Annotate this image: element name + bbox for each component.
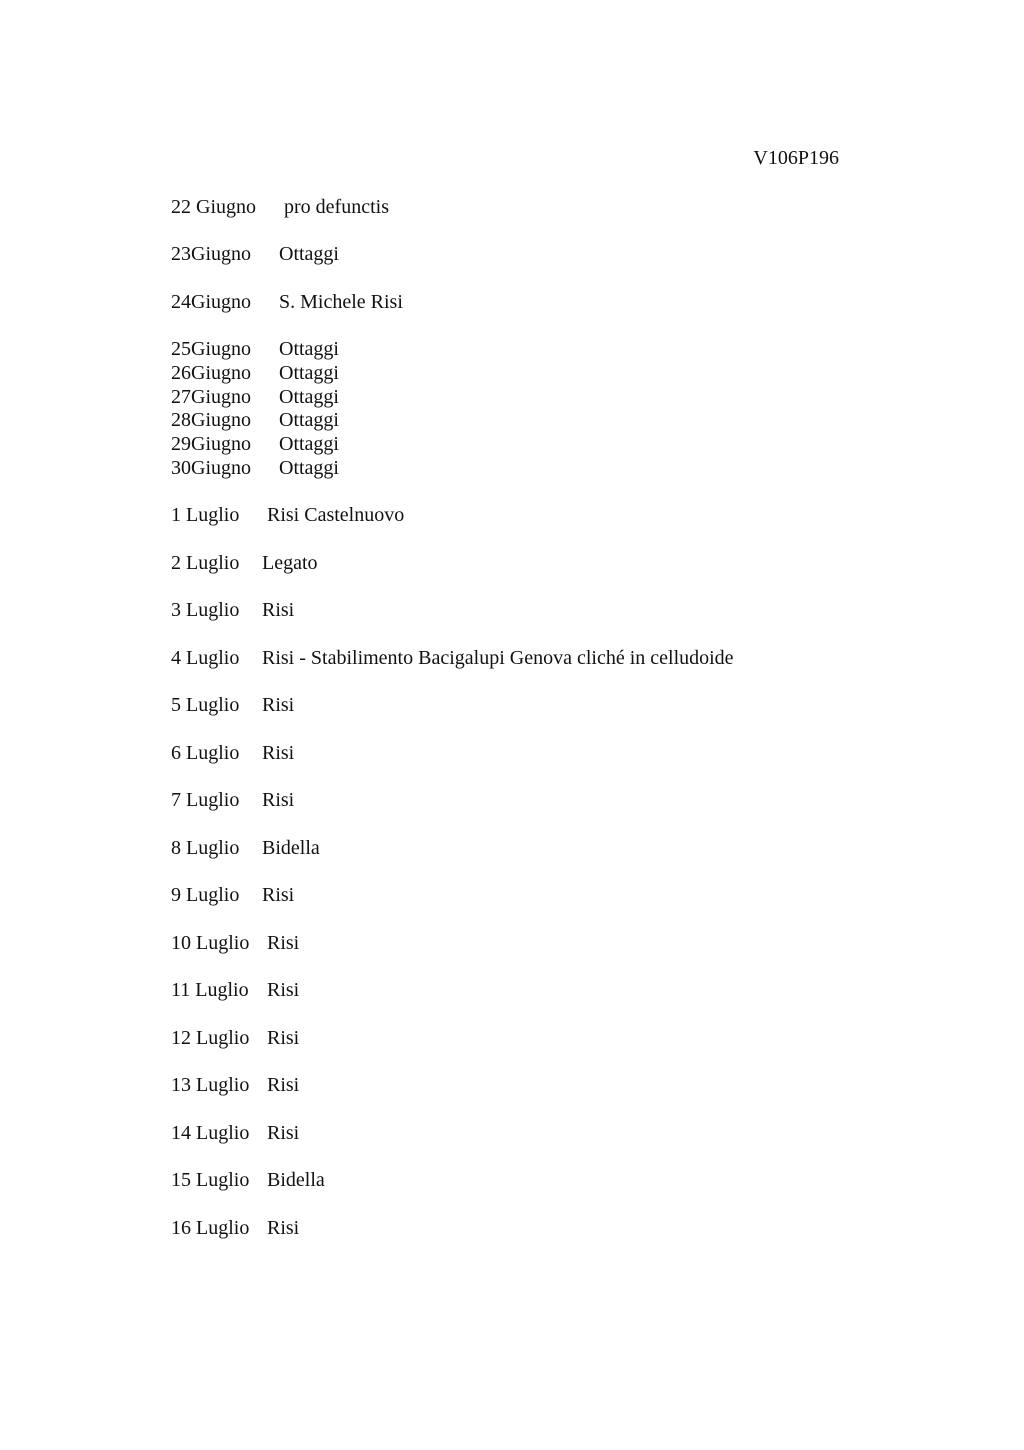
list-item	[171, 1074, 299, 1096]
list-item	[171, 1027, 299, 1049]
entry-note: Ottaggi	[279, 338, 339, 360]
entry-date: 11 Luglio	[171, 979, 249, 1001]
entry-note: Risi	[267, 1027, 300, 1049]
entry-note: Ottaggi	[279, 457, 339, 479]
entry-date: 12 Luglio	[171, 1027, 250, 1049]
list-item	[171, 504, 404, 526]
entry-note: Risi	[267, 1217, 300, 1239]
entry-date: 13 Luglio	[171, 1074, 250, 1096]
entry-date: 10 Luglio	[171, 932, 250, 954]
list-item	[171, 647, 734, 669]
entry-note: Bidella	[267, 1169, 325, 1191]
entry-note: Legato	[262, 552, 318, 574]
list-item	[171, 694, 294, 716]
entry-date: 26Giugno	[171, 362, 251, 384]
list-item	[171, 837, 320, 859]
entry-note: Risi	[267, 979, 300, 1001]
list-item	[171, 291, 403, 313]
entry-date: 30Giugno	[171, 457, 251, 479]
entry-date: 2 Luglio	[171, 552, 240, 574]
entry-date: 15 Luglio	[171, 1169, 250, 1191]
entry-note: Risi	[262, 599, 295, 621]
list-item	[171, 979, 299, 1001]
entry-date: 9 Luglio	[171, 884, 240, 906]
entry-date: 5 Luglio	[171, 694, 240, 716]
entry-note: Ottaggi	[279, 362, 339, 384]
entry-note: pro defunctis	[284, 196, 389, 218]
list-item	[171, 742, 294, 764]
entry-date: 29Giugno	[171, 433, 251, 455]
list-item	[171, 243, 339, 265]
entry-date: 14 Luglio	[171, 1122, 250, 1144]
entry-date: 4 Luglio	[171, 647, 240, 669]
entry-date: 27Giugno	[171, 386, 251, 408]
list-item	[171, 789, 294, 811]
list-item	[171, 599, 294, 621]
entry-note: Ottaggi	[279, 409, 339, 431]
list-item	[171, 409, 339, 431]
entry-date: 22 Giugno	[171, 196, 256, 218]
entry-date: 1 Luglio	[171, 504, 240, 526]
entry-note: Risi - Stabilimento Bacigalupi Genova cliché in celludoide	[262, 647, 734, 669]
entry-date: 8 Luglio	[171, 837, 240, 859]
entry-note: S. Michele Risi	[279, 291, 403, 313]
entry-note: Risi	[262, 694, 295, 716]
entry-note: Risi	[262, 789, 295, 811]
entry-note: Risi	[267, 1074, 300, 1096]
list-item	[171, 884, 294, 906]
list-item	[171, 338, 339, 360]
page-reference: V106P196	[753, 147, 839, 169]
entry-note: Risi	[262, 884, 295, 906]
entry-date: 3 Luglio	[171, 599, 240, 621]
entry-note: Ottaggi	[279, 386, 339, 408]
entry-date: 23Giugno	[171, 243, 251, 265]
entry-date: 6 Luglio	[171, 742, 240, 764]
list-item	[171, 433, 339, 455]
list-item	[171, 362, 339, 384]
list-item	[171, 1217, 299, 1239]
entry-date: 28Giugno	[171, 409, 251, 431]
entry-date: 16 Luglio	[171, 1217, 250, 1239]
list-item	[171, 386, 339, 408]
entry-note: Ottaggi	[279, 243, 339, 265]
entry-note: Risi	[267, 1122, 300, 1144]
list-item	[171, 1122, 299, 1144]
entry-note: Bidella	[262, 837, 320, 859]
entry-date: 7 Luglio	[171, 789, 240, 811]
entry-date: 25Giugno	[171, 338, 251, 360]
entry-note: Ottaggi	[279, 433, 339, 455]
list-item	[171, 1169, 325, 1191]
list-item	[171, 932, 299, 954]
diary-entries	[171, 0, 871, 1450]
list-item	[171, 196, 389, 218]
entry-note: Risi	[267, 932, 300, 954]
entry-date: 24Giugno	[171, 291, 251, 313]
entry-note: Risi	[262, 742, 295, 764]
list-item	[171, 552, 318, 574]
entry-note: Risi Castelnuovo	[267, 504, 405, 526]
list-item	[171, 457, 339, 479]
